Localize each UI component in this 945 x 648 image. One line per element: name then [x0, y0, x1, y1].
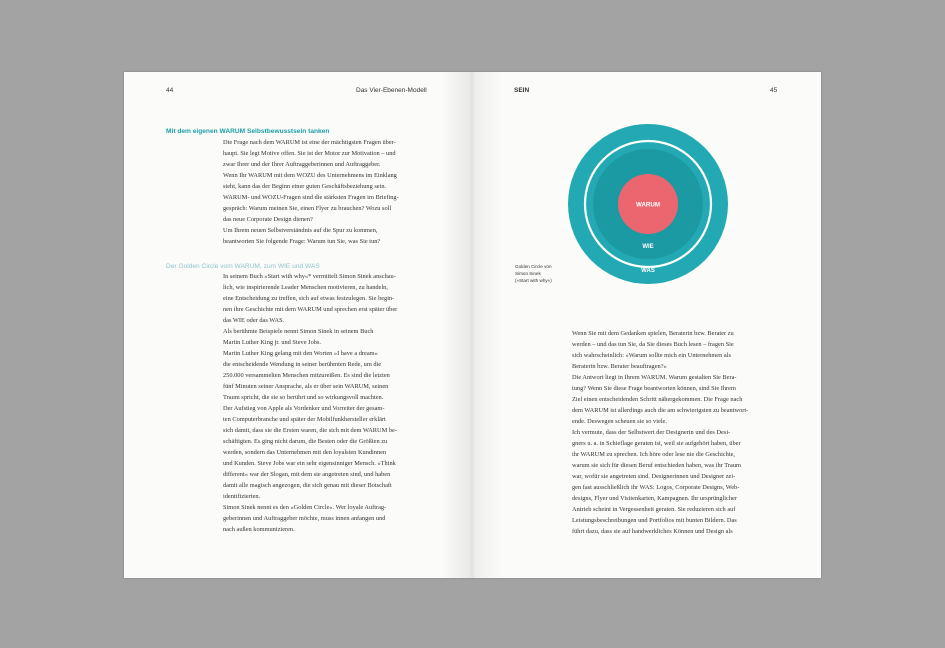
text-line: tung? Wenn Sie diese Frage beantworten können, sind Sie Ihrem	[572, 385, 736, 392]
text-line: ten Computerbranche und später der Mobilfunkhersteller erklärt	[223, 416, 386, 423]
book-spread	[124, 72, 821, 578]
text-line: Leistungsbeschreibungen und Portfolios mit bunten Bildern. Das	[572, 517, 737, 524]
text-line: eine Entscheidung zu treffen, sich auf etwas festzulegen. Sie begin-	[223, 295, 395, 302]
text-line: warum sie sich für diesen Beruf entschieden haben, was ihr Traum	[572, 462, 741, 469]
section-heading-warum: Mit dem eigenen WARUM Selbstbewusstsein tanken	[166, 128, 330, 135]
text-line: Die Antwort liegt in Ihrem WARUM. Warum gestalten Sie Bera-	[572, 374, 737, 381]
text-line: nach außen kommunizieren.	[223, 526, 295, 533]
golden-circle-diagram	[567, 123, 729, 285]
text-line: nen ihre Geschichte mit dem WARUM und sprechen erst später über	[223, 306, 398, 313]
text-line: Wenn Sie mit dem Gedanken spielen, Beraterin bzw. Berater zu	[572, 330, 734, 337]
text-line: Ziel einen entscheidenden Schritt nähergekommen. Die Frage nach	[572, 396, 743, 403]
text-line: Um Ihrem neuen Selbstverständnis auf die Spur zu kommen,	[223, 227, 378, 234]
text-line: beantworten Sie folgende Frage: Warum tun Sie, was Sie tun?	[223, 238, 381, 245]
text-line: designs, Flyer und Visitenkarten, Kampagnen. Ihr ursprünglicher	[572, 495, 737, 502]
text-line: Beraterin bzw. Berater beauftragen?«	[572, 363, 667, 370]
text-line: Als berühmte Beispiele nennt Simon Sinek in seinem Buch	[223, 328, 374, 335]
book-gutter-shadow	[442, 72, 502, 578]
text-line: haupt. Sie legt Motive offen. Sie ist der Motor zur Motivation – und	[223, 150, 396, 157]
text-line: führt dazu, dass sie auf handwerkliches Können und Design als	[572, 528, 733, 535]
text-line: gners u. a. in Schieflage geraten ist, weil sie aufgehört haben, über	[572, 440, 741, 447]
text-line: 250.000 versammelten Menschen mitzureißen. Es sind die letzten	[223, 372, 390, 379]
text-line: Martin Luther King jr. und Steve Jobs.	[223, 339, 321, 346]
text-line: gen fast ausschließlich ihr WAS: Logos, Corporate Designs, Web-	[572, 484, 740, 491]
caption-line: Simon Sinek	[515, 270, 541, 276]
text-line: werden – und das tun Sie, da Sie dieses Buch lesen – fragen Sie	[572, 341, 734, 348]
running-head-left: Das Vier-Ebenen-Modell	[356, 87, 427, 94]
text-line: steht, kann das der Beginn einer guten Geschäftsbeziehung sein.	[223, 183, 387, 190]
text-line: und Kunden. Steve Jobs war ein sehr eigensinniger Mensch. »Think	[223, 460, 396, 467]
page-number-right: 45	[770, 87, 778, 94]
text-line: Ich vermute, dass der Selbstwert der Designerin und des Desi-	[572, 429, 731, 436]
right-page	[472, 72, 821, 578]
diagram-caption	[515, 264, 552, 284]
text-line: geberinnen und Auftraggeber möchte, muss innen anfangen und	[223, 515, 386, 522]
page-number-left: 44	[166, 87, 174, 94]
text-line: schäftigten. Es ging nicht darum, die Besten oder die Größten zu	[223, 438, 388, 445]
text-line: dem WARUM ist allerdings auch die am schwierigsten zu beantwort-	[572, 407, 749, 414]
section-heading-golden-circle: Der Golden Circle vom WARUM, zum WIE und WAS	[166, 263, 320, 270]
label-warum: WARUM	[635, 201, 661, 209]
label-wie: WIE	[642, 244, 654, 250]
text-line: werden, sondern das Unternehmen mit den loyalsten Kundinnen	[223, 449, 387, 456]
text-line: ihr WARUM zu sprechen. Ich höre oder lese nie die Geschichte,	[572, 451, 736, 458]
text-line: lich, wie inspirierende Leader Menschen motivieren, zu handeln,	[223, 284, 388, 291]
text-line: Der Aufstieg von Apple als Vordenker und Vorreiter der gesam-	[223, 405, 385, 412]
left-page	[124, 72, 472, 578]
text-line: die entscheidende Wendung in seiner berühmten Rede, um die	[223, 361, 382, 368]
text-line: Wenn Ihr WARUM mit dem WOZU des Unternehmens im Einklang	[223, 172, 397, 179]
text-line: war, wofür sie angetreten sind. Designerinnen und Designer zei-	[572, 473, 736, 480]
text-line: Martin Luther King gelang mit den Worten »I have a dream«	[223, 350, 378, 357]
right-body	[572, 328, 748, 537]
text-line: ende. Deswegen scheuen sie so viele.	[572, 418, 667, 425]
text-line: In seinem Buch »Start with why«* vermittelt Simon Sinek anschau-	[223, 273, 396, 280]
running-head-right: SEIN	[514, 87, 530, 94]
caption-line: (»Start with why«)	[515, 277, 552, 283]
text-line: zwar Ihrer und der Ihrer Auftraggeberinnen und Auftraggeber.	[223, 161, 381, 168]
text-line: Simon Sinek nennt es den »Golden Circle«. Wer loyale Auftrag-	[223, 504, 387, 511]
text-line: damit alle magisch angezogen, die sich genau mit dieser Botschaft	[223, 482, 392, 489]
caption-line: Golden Circle von	[515, 264, 552, 269]
text-line: sich damit, dass sie die Ersten waren, die sich mit dem WARUM be-	[223, 427, 397, 434]
text-line: Die Frage nach dem WARUM ist eine der mächtigsten Fragen über-	[223, 139, 396, 146]
text-line: Traum spricht, die sie so berührt und so wirkungsvoll machten.	[223, 394, 384, 401]
text-line: WARUM- und WOZU-Fragen sind die stärksten Fragen im Briefing-	[223, 194, 399, 201]
text-line: fünf Minuten seiner Ansprache, als er über sein WARUM, seinen	[223, 383, 389, 390]
text-line: gespräch: Warum meinen Sie, einen Flyer zu brauchen? Wozu soll	[223, 205, 392, 212]
text-line: das WIE oder das WAS.	[223, 317, 285, 324]
text-line: Antrieb scheint in Vergessenheit geraten. Sie reduzieren sich auf	[572, 506, 736, 513]
text-line: sich wahrscheinlich: »Warum sollte mich ein Unternehmen als	[572, 352, 731, 359]
text-line: das neue Corporate Design dienen?	[223, 216, 313, 223]
section2-body	[223, 271, 397, 535]
label-was: WAS	[641, 268, 655, 274]
text-line: different« war der Slogan, mit dem sie angetreten sind, und haben	[223, 471, 391, 478]
text-line: identifizierten.	[223, 493, 261, 500]
section1-body	[223, 137, 399, 247]
